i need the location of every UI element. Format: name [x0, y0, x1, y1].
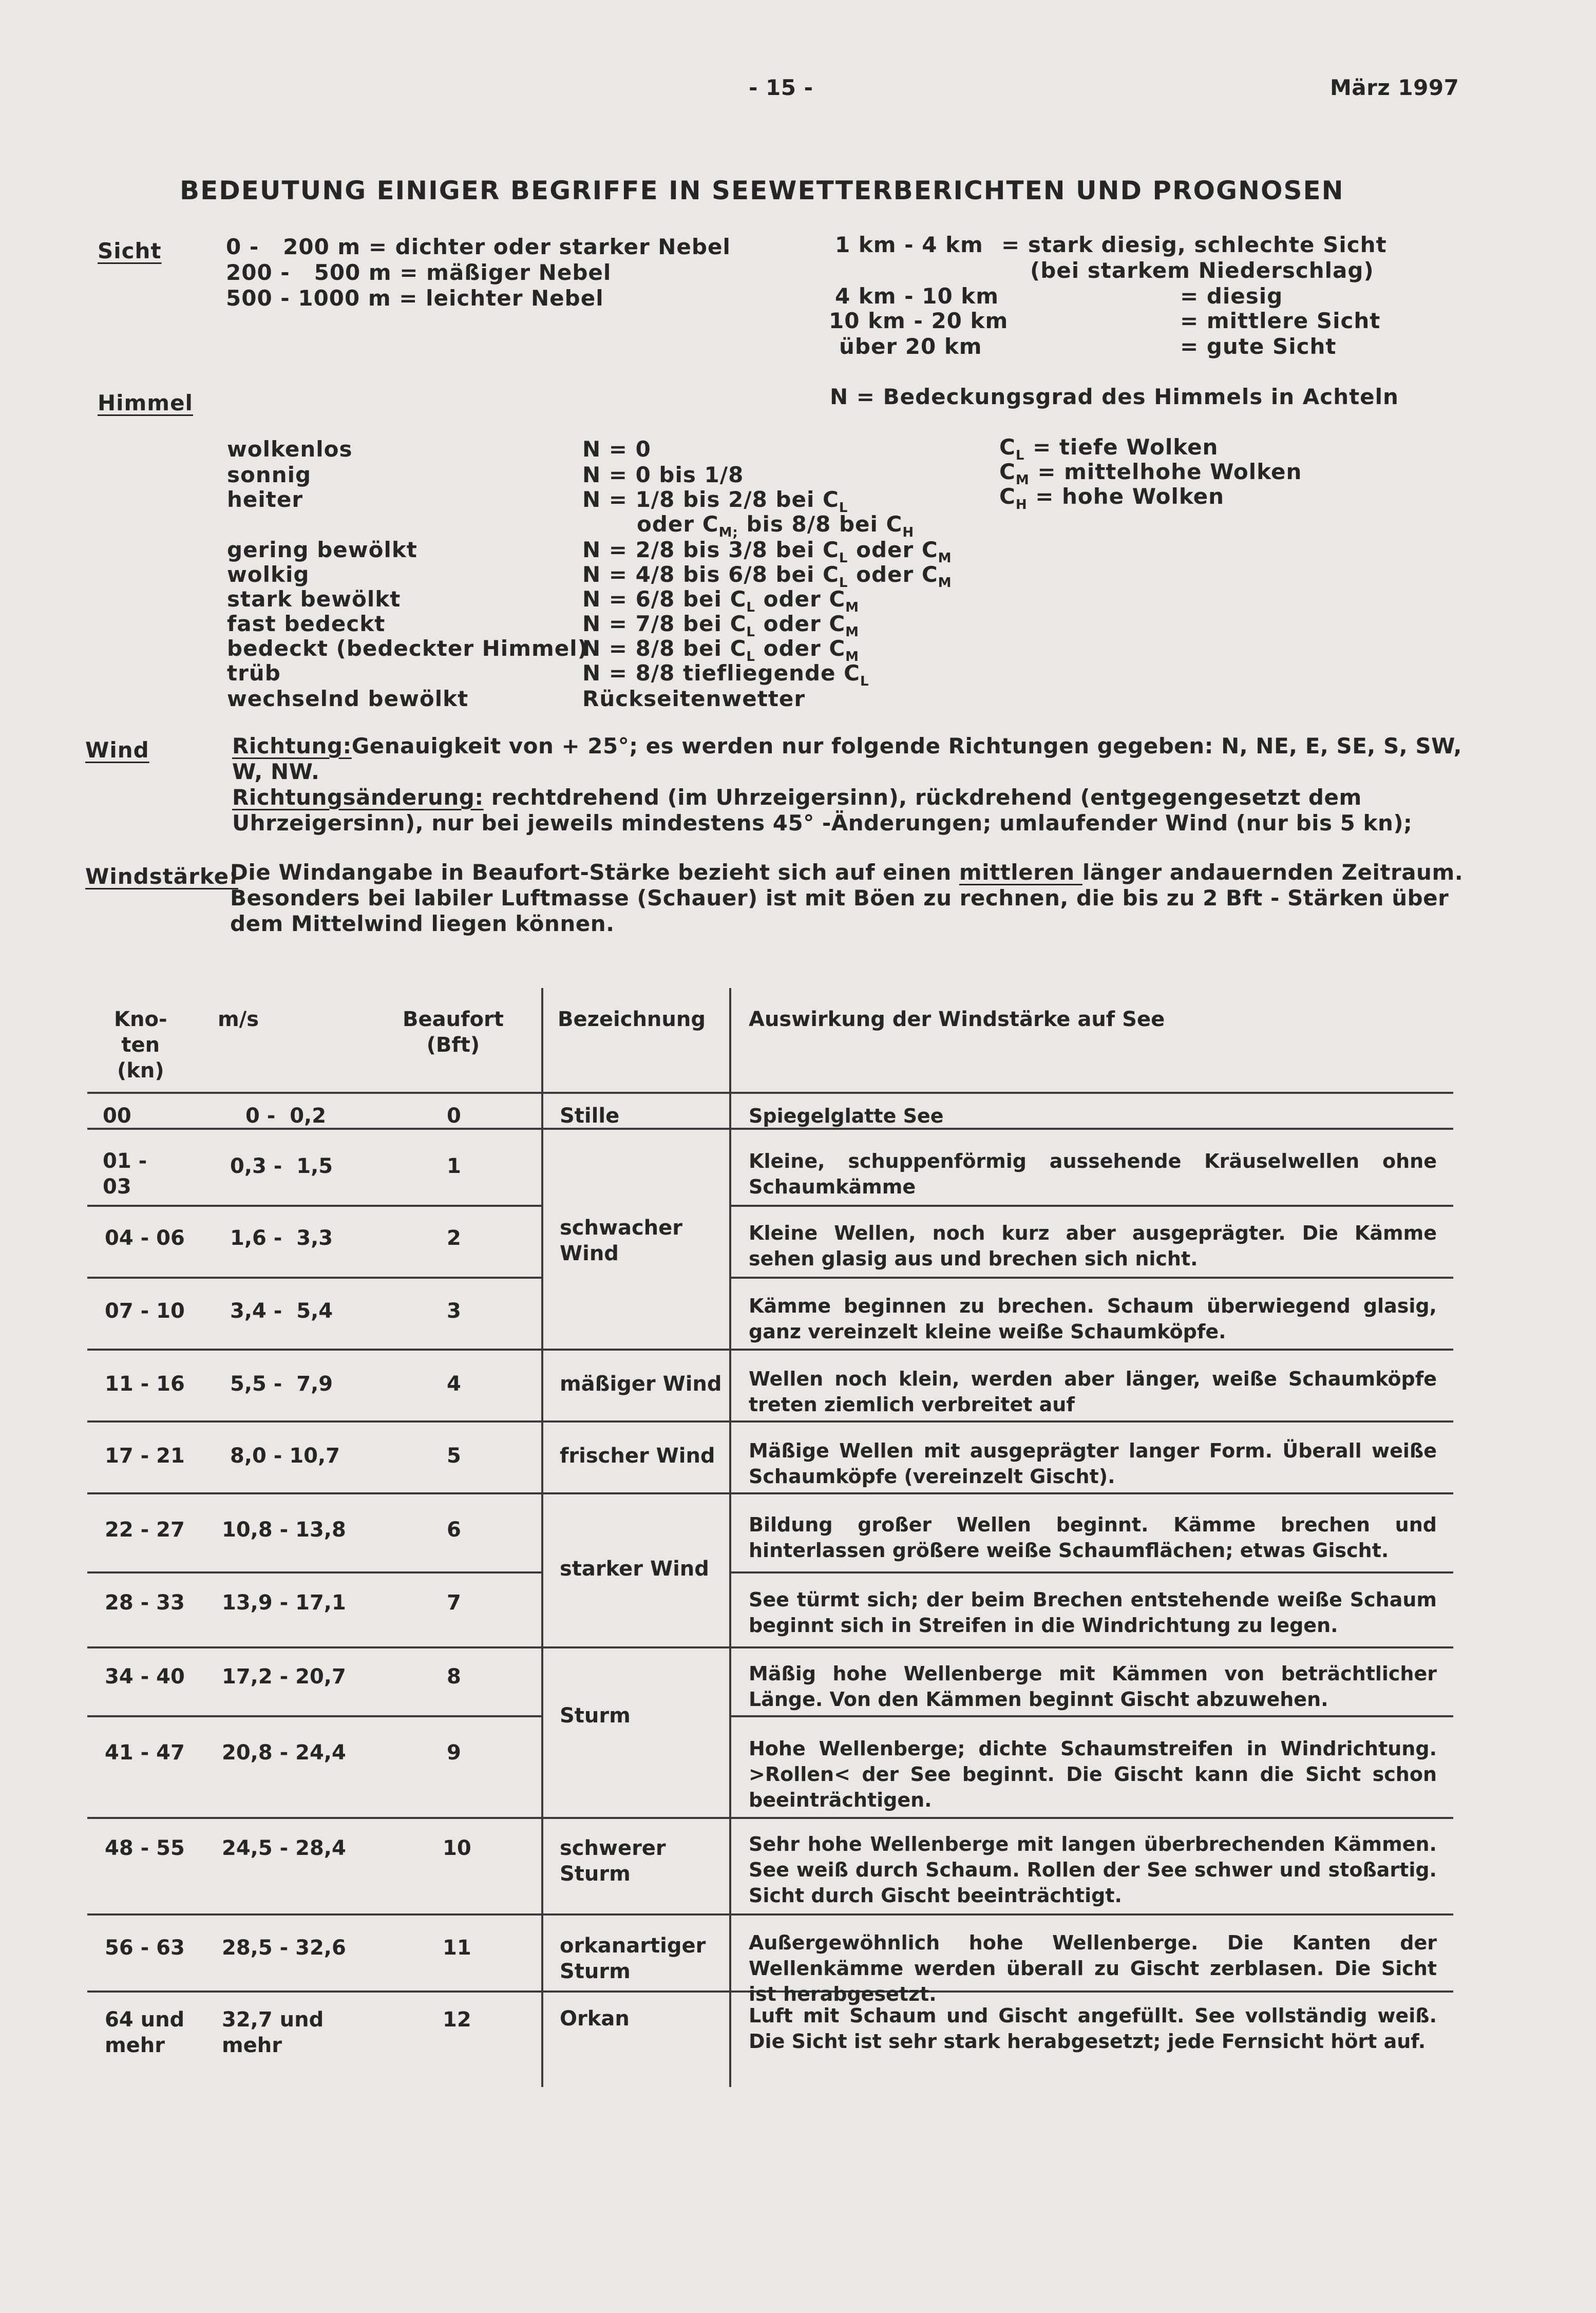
header-bezeichnung: Bezeichnung [558, 1008, 706, 1031]
cell-bft: 10 [443, 1836, 471, 1860]
section-label-wind: Wind [85, 737, 149, 763]
himmel-term: sonnig [227, 462, 312, 487]
cell-bft: 1 [447, 1154, 461, 1178]
himmel-term: heiter [227, 487, 303, 512]
cell-auswirkung: Kämme beginnen zu brechen. Schaum überwiegend glasig, ganz vereinzelt kleine weiße Schaumköpfe. [749, 1295, 1437, 1343]
himmel-def: N = 4/8 bis 6/8 bei $C_L$ oder $C_M$ [582, 562, 952, 591]
himmel-term: gering bewölkt [227, 537, 417, 562]
cell-ms: 0,3 - 1,5 [230, 1154, 333, 1178]
sicht-left-item: 500 - 1000 m = leichter Nebel [226, 286, 604, 311]
cell-auswirkung: Mäßige Wellen mit ausgeprägter langer Form. Überall weiße Schaumköpfe (vereinzelt Gischt). [749, 1439, 1437, 1488]
sicht-meaning: = stark diesig, schlechte Sicht [1001, 232, 1387, 257]
header-knoten: Kno- ten (kn) [114, 1008, 167, 1083]
cell-auswirkung: Spiegelglatte See [749, 1105, 944, 1127]
sicht-meaning: = diesig [1180, 283, 1283, 309]
himmel-def: N = 6/8 bei $C_L$ oder $C_M$ [582, 586, 860, 615]
cell-ms: 1,6 - 3,3 [230, 1226, 333, 1250]
cell-knoten: 01 - 03 [103, 1149, 147, 1199]
bezeichnung-starker-wind: starker Wind [560, 1557, 709, 1581]
himmel-def: N = 0 [582, 437, 651, 462]
cell-ms: 28,5 - 32,6 [222, 1936, 346, 1960]
wind-richtungsaenderung: Richtungsänderung: rechtdrehend (im Uhrzeigersinn), rückdrehend (entgegengesetzt dem Uhrzeigersinn), nur bei jeweils mindestens 45° -Änderungen; umlaufender Wind (nur bis 5 kn); [232, 785, 1413, 836]
cell-auswirkung: Kleine, schuppenförmig aussehende Kräuselwellen ohne Schaumkämme [749, 1150, 1437, 1198]
himmel-term: fast bedeckt [227, 611, 386, 636]
section-label-windstaerke: Windstärke: [85, 864, 238, 889]
cell-knoten: 64 und mehr [105, 2008, 185, 2057]
windstaerke-text: Die Windangabe in Beaufort-Stärke bezieht sich auf einen mittleren länger andauernden Zeitraum. Besonders bei labiler Luftmasse (Schauer) ist mit Böen zu rechnen, die bis zu 2 Bft - Stärken über dem Mittelwind liegen können. [230, 860, 1464, 936]
sicht-range: 1 km - 4 km [835, 232, 983, 257]
cell-ms: 24,5 - 28,4 [222, 1836, 346, 1860]
himmel-def: N = 8/8 tiefliegende $C_L$ [582, 660, 869, 689]
bezeichnung-frischer-wind: frischer Wind [560, 1444, 715, 1468]
section-label-sicht: Sicht [98, 238, 162, 263]
cloud-legend-item: $C_M$ = mittelhohe Wolken [999, 459, 1302, 488]
himmel-def: N = 7/8 bei $C_L$ oder $C_M$ [582, 611, 860, 640]
table-hline [87, 1277, 541, 1279]
cell-knoten: 28 - 33 [105, 1591, 185, 1615]
cell-bft: 3 [447, 1299, 461, 1323]
himmel-note: N = Bedeckungsgrad des Himmels in Achteln [830, 384, 1399, 409]
bezeichnung-orkanartiger-sturm: orkanartiger Sturm [560, 1934, 706, 1983]
table-hline [729, 1571, 1453, 1573]
himmel-def: N = 1/8 bis 2/8 bei $C_L$ [582, 487, 848, 516]
page-date: März 1997 [1330, 75, 1459, 100]
cell-ms: 13,9 - 17,1 [222, 1591, 346, 1615]
cell-auswirkung: Luft mit Schaum und Gischt angefüllt. See vollständig weiß. Die Sicht ist sehr stark herabgesetzt; jede Fernsicht hört auf. [749, 2004, 1437, 2053]
cell-bft: 5 [447, 1444, 461, 1468]
cell-auswirkung: Hohe Wellenberge; dichte Schaumstreifen in Windrichtung. >Rollen< der See beginnt. Die Gischt kann die Sicht schon beeinträchtigen. [749, 1737, 1437, 1811]
table-hline [87, 1420, 1453, 1423]
cloud-legend-item: $C_H$ = hohe Wolken [999, 484, 1225, 513]
cell-ms: 17,2 - 20,7 [222, 1665, 346, 1689]
cell-ms: 0 - 0,2 [245, 1104, 327, 1128]
cell-auswirkung: Sehr hohe Wellenberge mit langen überbrechenden Kämmen. See weiß durch Schaum. Rollen der See schwer und stoßartig. Sicht durch Gischt beeinträchtigt. [749, 1833, 1437, 1907]
cell-knoten: 41 - 47 [105, 1741, 185, 1765]
table-hline [87, 1913, 1453, 1916]
cell-auswirkung: See türmt sich; der beim Brechen entstehende weiße Schaum beginnt sich in Streifen in die Windrichtung zu legen. [749, 1588, 1437, 1637]
cell-knoten: 48 - 55 [105, 1836, 185, 1860]
cloud-legend-item: $C_L$ = tiefe Wolken [999, 434, 1219, 463]
bezeichnung-sturm: Sturm [560, 1704, 631, 1728]
cell-ms: 5,5 - 7,9 [230, 1372, 333, 1396]
cell-ms: 32,7 und mehr [222, 2008, 324, 2057]
table-hline [87, 1492, 1453, 1494]
cell-ms: 8,0 - 10,7 [230, 1444, 340, 1468]
himmel-term: trüb [227, 660, 281, 686]
table-hline [87, 1349, 1453, 1351]
sicht-meaning: = mittlere Sicht [1180, 308, 1381, 333]
cell-auswirkung: Wellen noch klein, werden aber länger, weiße Schaumköpfe treten ziemlich verbreitet auf [749, 1368, 1437, 1416]
cell-knoten: 17 - 21 [105, 1444, 185, 1468]
cell-ms: 3,4 - 5,4 [230, 1299, 333, 1323]
cell-knoten: 07 - 10 [105, 1299, 185, 1323]
himmel-def: N = 2/8 bis 3/8 bei $C_L$ oder $C_M$ [582, 537, 952, 566]
header-beaufort: Beaufort (Bft) [403, 1008, 504, 1057]
header-auswirkung: Auswirkung der Windstärke auf See [749, 1008, 1165, 1031]
himmel-def: N = 0 bis 1/8 [582, 462, 744, 487]
cell-bft: 11 [443, 1936, 471, 1960]
page-title: BEDEUTUNG EINIGER BEGRIFFE IN SEEWETTERBERICHTEN UND PROGNOSEN [180, 176, 1344, 205]
cell-bft: 4 [447, 1372, 461, 1396]
cell-auswirkung: Mäßig hohe Wellenberge mit Kämmen von beträchtlicher Länge. Von den Kämmen beginnt Gischt abzuwehen. [749, 1662, 1437, 1711]
cell-knoten: 34 - 40 [105, 1665, 185, 1689]
table-hline [729, 1277, 1453, 1279]
cell-knoten: 22 - 27 [105, 1518, 185, 1542]
table-hline [729, 1715, 1453, 1717]
bezeichnung-orkan: Orkan [560, 2007, 630, 2031]
sicht-left-item: 0 - 200 m = dichter oder starker Nebel [226, 234, 731, 259]
cell-bft: 2 [447, 1226, 461, 1250]
cell-auswirkung: Außergewöhnlich hohe Wellenberge. Die Kanten der Wellenkämme werden überall zu Gischt zerblasen. Die Sicht ist herabgesetzt. [749, 1931, 1437, 2005]
cell-knoten: 11 - 16 [105, 1372, 185, 1396]
table-hline [87, 1571, 541, 1573]
page-number: - 15 - [749, 75, 813, 100]
cell-knoten: 00 [103, 1104, 131, 1128]
cell-bft: 6 [447, 1518, 461, 1542]
himmel-term: bedeckt (bedeckter Himmel) [227, 636, 588, 661]
cell-knoten: 04 - 06 [105, 1226, 185, 1250]
sicht-meaning: (bei starkem Niederschlag) [1030, 258, 1374, 283]
cell-bft: 0 [447, 1104, 461, 1128]
cell-auswirkung: Bildung großer Wellen beginnt. Kämme brechen und hinterlassen größere weiße Schaumflächen; etwas Gischt. [749, 1513, 1437, 1562]
cell-ms: 10,8 - 13,8 [222, 1518, 346, 1542]
sicht-meaning: = gute Sicht [1180, 334, 1337, 359]
table-hline [87, 1646, 1453, 1648]
table-hline [87, 1715, 541, 1717]
wind-richtung: Richtung:Genauigkeit von + 25°; es werden nur folgende Richtungen gegeben: N, NE, E, SE, S, SW, W, NW. [232, 733, 1462, 784]
sicht-range: 4 km - 10 km [835, 283, 999, 309]
cell-bft: 8 [447, 1665, 461, 1689]
himmel-term: stark bewölkt [227, 586, 401, 612]
table-hline [87, 1092, 1453, 1094]
table-vline [541, 988, 543, 2087]
sicht-left-item: 200 - 500 m = mäßiger Nebel [226, 260, 612, 285]
sicht-range: über 20 km [839, 334, 982, 359]
bezeichnung-maessiger-wind: mäßiger Wind [560, 1372, 722, 1396]
cell-bft: 12 [443, 2008, 471, 2032]
cell-knoten: 56 - 63 [105, 1936, 185, 1960]
bezeichnung-stille: Stille [560, 1104, 620, 1128]
himmel-term: wolkenlos [227, 437, 353, 462]
table-hline [87, 1817, 1453, 1819]
table-hline [729, 1205, 1453, 1207]
cell-auswirkung: Kleine Wellen, noch kurz aber ausgeprägter. Die Kämme sehen glasig aus und brechen sich nicht. [749, 1222, 1437, 1270]
cell-bft: 9 [447, 1741, 461, 1765]
bezeichnung-schwacher-wind: schwacher Wind [560, 1216, 682, 1265]
header-ms: m/s [218, 1008, 259, 1031]
himmel-def: Rückseitenwetter [582, 686, 806, 711]
himmel-def: oder $C_{M;}$ bis 8/8 bei $C_H$ [637, 511, 915, 540]
cell-bft: 7 [447, 1591, 461, 1615]
section-label-himmel: Himmel [98, 390, 193, 415]
himmel-term: wolkig [227, 562, 310, 587]
himmel-def: N = 8/8 bei $C_L$ oder $C_M$ [582, 636, 860, 665]
table-hline [87, 1205, 541, 1207]
bezeichnung-schwerer-sturm: schwerer Sturm [560, 1836, 666, 1886]
cell-ms: 20,8 - 24,4 [222, 1741, 346, 1765]
table-vline [729, 988, 731, 2087]
sicht-range: 10 km - 20 km [829, 308, 1009, 333]
himmel-term: wechselnd bewölkt [227, 686, 469, 711]
